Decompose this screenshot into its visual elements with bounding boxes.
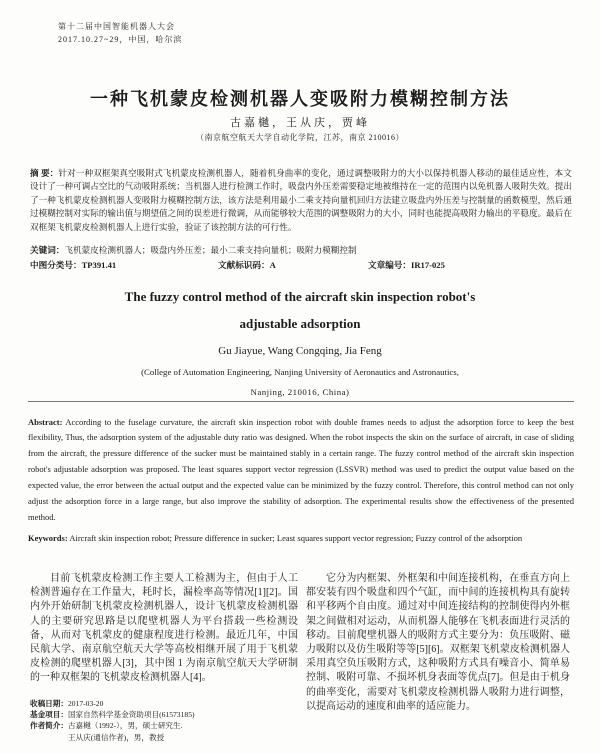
paper-title-en-line1: The fuzzy control method of the aircraft skin inspection robot's xyxy=(124,289,476,304)
paper-title-en-line2: adjustable adsorption xyxy=(239,316,361,331)
keywords-en-text: Aircraft skin inspection robot; Pressure difference in sucker; Least squares support vector regression; Fuzzy control of the adsorption xyxy=(67,533,523,543)
fund-project: 基金项目：国家自然科学基金资助项目(61573185) xyxy=(30,710,195,720)
keywords-cn-label: 关键词： xyxy=(30,245,65,255)
affiliation-en-line2: Nanjing, 210016, China) xyxy=(250,387,350,397)
affiliation-cn: （南京航空航天大学自动化学院，江苏，南京 210016） xyxy=(196,133,404,142)
keywords-cn-text: 飞机蒙皮检测机器人；吸盘内外压差；最小二乘支持向量机；吸附力模糊控制 xyxy=(64,245,357,255)
abstract-divider xyxy=(28,401,574,402)
abstract-cn-label: 摘 要： xyxy=(30,167,59,178)
paper-title-cn: 一种飞机蒙皮检测机器人变吸附力模糊控制方法 xyxy=(90,89,510,109)
paper-title-en xyxy=(0,283,600,337)
conference-date-location: 2017.10.27~29，中国，哈尔滨 xyxy=(58,35,183,44)
abstract-cn xyxy=(30,167,572,235)
abstract-en xyxy=(28,415,574,526)
keywords-en xyxy=(28,531,574,547)
author-bio: 作者简介：古嘉樾（1992-），男，硕士研究生. xyxy=(30,721,183,731)
body-column-left: 目前飞机蒙皮检测工作主要人工检测为主，但由于人工检测普遍存在工作量大，耗时长，漏检率高等情况[1][2]。国内外开始研制飞机蒙皮检测机器人，设计飞机蒙皮检测机器人的主要研究思路是以爬壁机器人为平台搭载一些检测设备，从而对飞机蒙皮的健康程度进行检测。最近几年，中国民航大学、南京航空航天大学等高校相继开展了用于飞机蒙皮检测的爬壁机器人[3]，其中图 1 为南京航空航天大学研制的一种双框架的飞机蒙皮检测机器人[4]。 xyxy=(30,573,298,684)
abstract-en-label: Abstract: xyxy=(28,416,63,427)
received-date: 收稿日期：2017-03-20 xyxy=(30,699,104,708)
author-bio-continued: 王从庆(通信作者)，男，教授 xyxy=(68,732,165,742)
authors-en: Gu Jiayue, Wang Congqing, Jia Feng xyxy=(218,345,382,357)
authors-cn: 古嘉樾，王从庆，贾峰 xyxy=(230,117,370,129)
document-code: 文献标识码：A xyxy=(218,260,276,270)
conference-header xyxy=(58,20,182,46)
footnotes xyxy=(30,698,302,743)
article-id: 文章编号：IR17-025 xyxy=(368,260,445,270)
conference-name: 第十二届中国智能机器人大会 xyxy=(58,22,175,31)
abstract-en-text: According to the fuselage curvature, the aircraft skin inspection robot with double frames needs to adjust the adsorption force to keep the best flexibility, Thus, the adsorption system of the adjustable duty ratio was designed. When the robot inspects the skin on the surface of aircraft, in case of sliding from the aircraft, the pressure difference of the sucker must be maintained stably in a certain range. The fuzzy control method of the aircraft skin inspection robot's adjustable adsorption was proposed. The least squares support vector regression (LSSVR) method was used to predict the output value based on the expected value, the error between the actual output and the expected value can be minimized by the fuzzy control. Therefore, this control method can not only adjust the adsorption force in a large range, but also improve the stability of adsorption. The experimental results show the effectiveness of the presented method. xyxy=(28,416,574,522)
classification-line xyxy=(30,259,572,271)
keywords-en-label: Keywords: xyxy=(28,533,68,543)
keywords-cn xyxy=(30,244,572,256)
affiliation-en-line1: (College of Automation Engineering, Nanjing University of Aeronautics and Astronautics, xyxy=(141,367,459,377)
body-column-right: 它分为内框架、外框架和中间连接机构，在垂直方向上都安装有四个吸盘和四个气缸，而中间的连接机构具有旋转和平移两个自由度。通过对中间连接结构的控制使得内外框架之间做相对运动，从而机器人能够在飞机表面进行灵活的移动。目前爬壁机器人的吸附方式主要分为：负压吸附、磁力吸附以及仿生吸附等等[5][6]。双框架飞机蒙皮检测机器人采用真空负压吸附方式，这种吸附方式具有噪音小、简单易控制、吸附可靠、不损坏机身表面等优点[7]。但是由于机身的曲率变化，需要对飞机蒙皮检测机器人吸附力进行调整，以提高运动的速度和曲率的适应能力。 xyxy=(306,573,570,712)
clc-number: 中图分类号：TP391.41 xyxy=(30,260,117,270)
abstract-cn-text: 针对一种双框架真空吸附式飞机蒙皮检测机器人，随着机身曲率的变化，通过调整吸附力的大小以保持机器人移动的最佳适应性，本文设计了一种可调占空比的气动吸附系统；当机器人进行检测工作时，吸盘内外压差需要稳定地被维持在一定的范围内以免机器人吸附失效。提出了一种飞机蒙皮检测机器人变吸附力模糊控制方法，该方法是利用最小二乘支持向量机回归方法建立吸盘内外压差与控制量的函数模型，然后通过模糊控制对实际的输出值与期望值之间的误差进行微调，从而能够较大范围的调整吸附力的大小，同时也能提高吸附力输出的平稳度。最后在双框架飞机蒙皮检测机器人上进行实验，验证了该控制方法的可行性。 xyxy=(30,167,572,232)
